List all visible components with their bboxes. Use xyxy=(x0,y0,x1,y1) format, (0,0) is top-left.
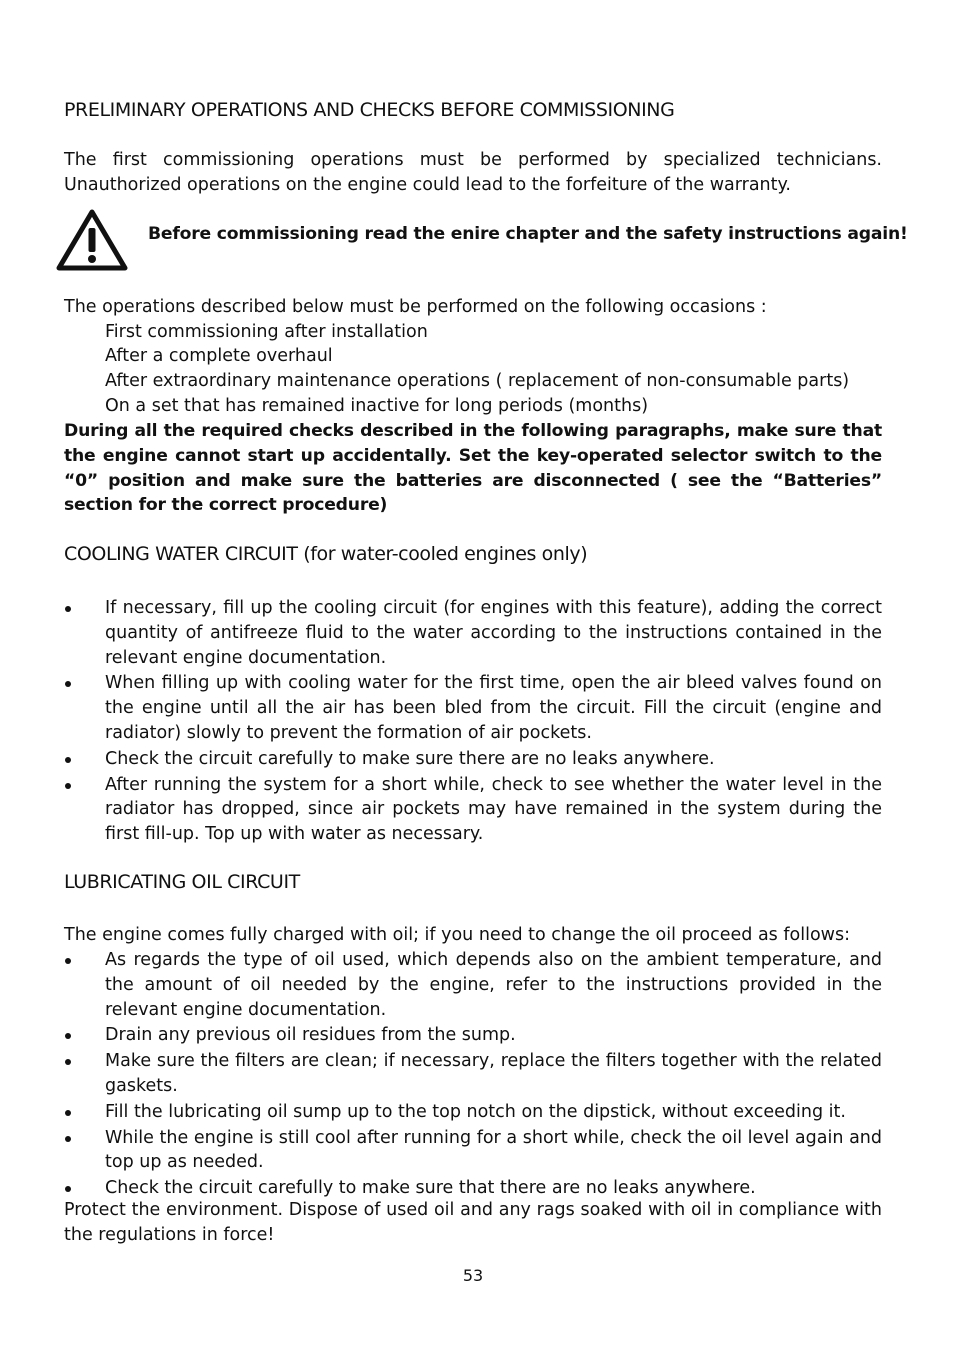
occasion-item: After a complete overhaul xyxy=(105,346,333,366)
bullet-icon xyxy=(65,1186,71,1192)
list-item xyxy=(64,596,882,670)
list-item-text: Fill the lubricating oil sump up to the top notch on the dipstick, without exceeding it. xyxy=(105,1101,846,1122)
section-heading-lubricating: LUBRICATING OIL CIRCUIT xyxy=(64,871,300,893)
list-item-text: Drain any previous oil residues from the sump. xyxy=(105,1025,516,1046)
occasion-item: After extraordinary maintenance operations ( replacement of non-consumable parts) xyxy=(105,371,850,391)
bullet-icon xyxy=(65,958,71,964)
list-item-text: After running the system for a short while, check to see whether the water level in the radiator has dropped, since air pockets may have remained in the system during the first fill-up. Top up with water as necessary. xyxy=(105,774,882,845)
bullet-icon xyxy=(65,757,71,763)
list-item-text: If necessary, fill up the cooling circuit (for engines with this feature), adding the correct quantity of antifreeze fluid to the water according to the instructions contained in the relevant engine documentation. xyxy=(105,598,882,668)
list-item xyxy=(64,773,882,847)
bullet-icon xyxy=(65,606,71,612)
oil-bullet-list xyxy=(64,948,882,1201)
list-item-text: As regards the type of oil used, which depends also on the ambient temperature, and the amount of oil needed by the engine, refer to the instructions provided in the relevant engine documentation. xyxy=(105,950,882,1020)
list-item xyxy=(64,747,882,772)
safety-notice: During all the required checks described in the following paragraphs, make sure that the engine cannot start up accidentally. Set the key-operated selector switch to the “0” position and make sure the batteries are disconnected ( see the “Batteries” section for the correct procedure) xyxy=(64,421,882,516)
bullet-icon xyxy=(65,1059,71,1065)
list-item xyxy=(64,1100,882,1125)
bullet-icon xyxy=(65,681,71,687)
warning-callout xyxy=(56,208,908,272)
occasions-intro: The operations described below must be performed on the following occasions : xyxy=(64,297,767,317)
list-item xyxy=(64,1023,882,1048)
warning-text: Before commissioning read the enire chapter and the safety instructions again! xyxy=(148,224,908,244)
bullet-icon xyxy=(65,1136,71,1142)
list-item xyxy=(64,948,882,1022)
list-item-text: When filling up with cooling water for the first time, open the air bleed valves found on the engine until all the air has been bled from the circuit. Fill the circuit (engine and radiator) slowly to prevent the formation of air pockets. xyxy=(105,673,882,743)
bullet-icon xyxy=(65,1033,71,1039)
list-item xyxy=(64,1126,882,1176)
warning-triangle-icon xyxy=(56,208,128,272)
bullet-icon xyxy=(65,783,71,789)
list-item-text: Check the circuit carefully to make sure that there are no leaks anywhere. xyxy=(105,1178,756,1199)
cooling-bullet-list xyxy=(64,596,882,847)
intro-paragraph: The first commissioning operations must be performed by specialized technicians. Unauthorized operations on the engine could lead to the forfeiture of the warranty. xyxy=(64,150,882,195)
list-item xyxy=(64,671,882,745)
bullet-icon xyxy=(65,1110,71,1116)
list-item-text: Check the circuit carefully to make sure there are no leaks anywhere. xyxy=(105,748,715,769)
list-item xyxy=(64,1049,882,1099)
occasion-item: First commissioning after installation xyxy=(105,322,428,342)
list-item-text: Make sure the filters are clean; if necessary, replace the filters together with the related gaskets. xyxy=(105,1051,882,1096)
page-number: 53 xyxy=(462,1266,484,1285)
closing-paragraph: Protect the environment. Dispose of used oil and any rags soaked with oil in compliance with the regulations in force! xyxy=(64,1200,882,1245)
oil-intro: The engine comes fully charged with oil; if you need to change the oil proceed as follows: xyxy=(64,925,850,945)
occasion-item: On a set that has remained inactive for long periods (months) xyxy=(105,396,649,416)
section-heading-cooling: COOLING WATER CIRCUIT (for water-cooled engines only) xyxy=(64,543,588,565)
section-heading-preliminary: PRELIMINARY OPERATIONS AND CHECKS BEFORE COMMISSIONING xyxy=(64,99,675,121)
list-item-text: While the engine is still cool after running for a short while, check the oil level again and top up as needed. xyxy=(105,1127,882,1173)
